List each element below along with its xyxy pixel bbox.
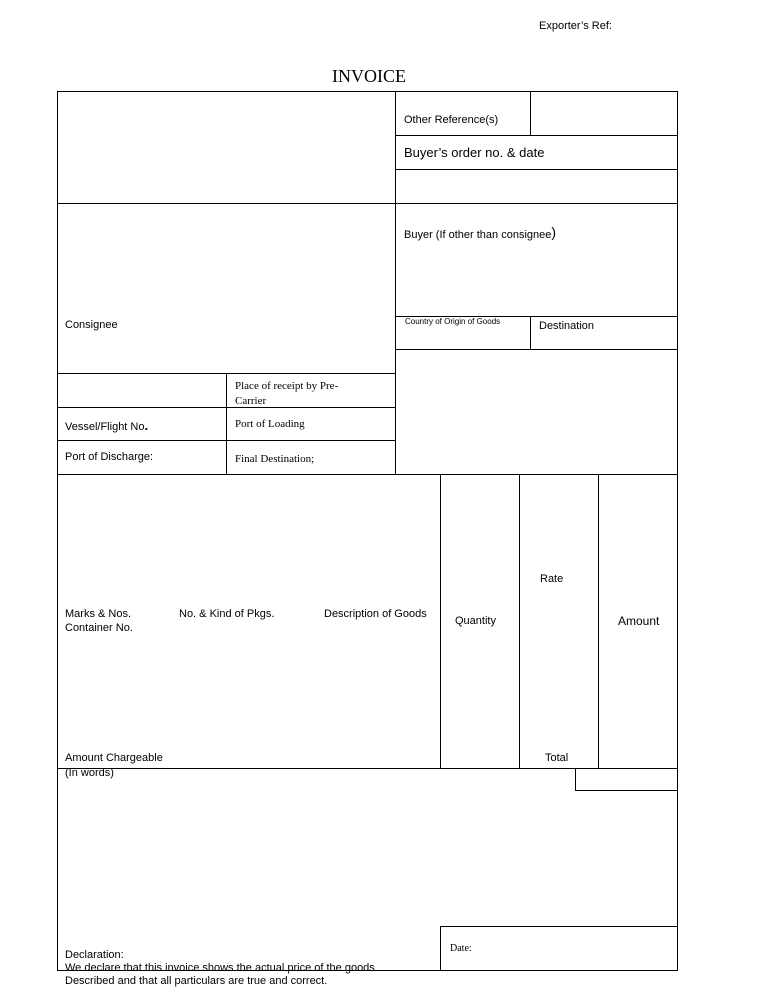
port-of-loading-label: Port of Loading	[235, 418, 305, 430]
line-buyers-order-bottom	[395, 169, 678, 170]
quantity-left-divider	[440, 474, 441, 768]
rate-label: Rate	[540, 573, 564, 585]
rate-left-divider	[519, 474, 520, 768]
pkgs-label: No. & Kind of Pkgs.	[179, 608, 275, 620]
total-box-bottom	[575, 790, 678, 791]
shipping-middle-divider	[226, 373, 227, 474]
amount-in-words-label: (In words)	[65, 767, 114, 779]
line-goods-bottom	[57, 768, 678, 769]
amount-left-divider	[598, 474, 599, 768]
frame-top-line	[57, 91, 678, 92]
line-origin-bottom	[395, 349, 678, 350]
declaration-line1: We declare that this invoice shows the actual price of the goods	[65, 962, 375, 974]
country-of-origin-label: Country of Origin of Goods	[405, 317, 501, 326]
amount-label: Amount	[618, 614, 660, 628]
other-ref-divider	[530, 91, 531, 135]
origin-destination-divider	[530, 316, 531, 349]
port-of-discharge-label: Port of Discharge:	[65, 451, 154, 463]
container-no-label: Container No.	[65, 622, 133, 634]
date-label: Date:	[450, 943, 472, 954]
total-box-left	[575, 768, 576, 790]
line-goods-top	[57, 474, 678, 475]
invoice-title: INVOICE	[332, 66, 406, 86]
line-exporter-bottom	[57, 203, 678, 204]
declaration-line2: Described and that all particulars are true and correct.	[65, 975, 328, 987]
marks-nos-label: Marks & Nos.	[65, 608, 132, 620]
place-of-receipt-line2: Carrier	[235, 395, 267, 407]
exporters-ref-label: Exporter’s Ref:	[539, 20, 612, 32]
declaration-label: Declaration:	[65, 949, 124, 961]
consignee-label: Consignee	[65, 319, 118, 331]
description-label: Description of Goods	[324, 608, 427, 620]
final-destination-label: Final Destination;	[235, 453, 315, 465]
line-receipt-bottom	[57, 407, 396, 408]
total-label: Total	[545, 752, 569, 764]
line-vessel-bottom	[57, 440, 396, 441]
date-box-left	[440, 926, 441, 971]
frame-right-line	[677, 91, 678, 971]
date-box-top	[440, 926, 678, 927]
quantity-label: Quantity	[455, 615, 496, 627]
place-of-receipt-line1: Place of receipt by Pre-	[235, 380, 339, 392]
other-references-label: Other Reference(s)	[404, 114, 499, 126]
destination-label: Destination	[539, 320, 595, 332]
buyers-order-label: Buyer’s order no. & date	[404, 145, 545, 160]
buyer-label: Buyer (If other than consignee)	[404, 224, 557, 241]
upper-middle-divider	[395, 91, 396, 474]
line-other-ref-bottom	[395, 135, 678, 136]
frame-left-line	[57, 91, 58, 971]
amount-chargeable-label: Amount Chargeable	[65, 752, 163, 764]
vessel-flight-label: Vessel/Flight No.	[65, 418, 149, 433]
